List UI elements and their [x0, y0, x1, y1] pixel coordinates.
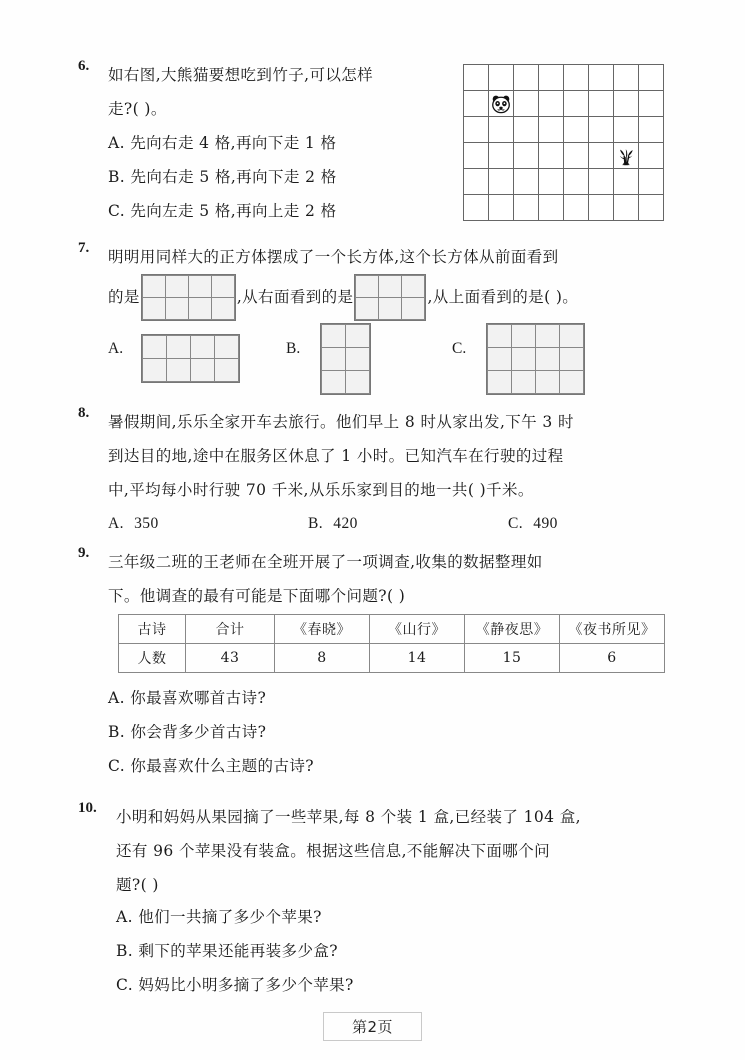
grid-cell [539, 143, 564, 169]
question-9-option-c[interactable]: C. 你最喜欢什么主题的古诗? [108, 757, 314, 775]
question-7-choice-c-label: C. [452, 340, 467, 357]
question-9-line-2: 下。他调查的最有可能是下面哪个问题?( ) [108, 587, 406, 605]
cube-cell [512, 371, 536, 394]
grid-cell [564, 117, 589, 143]
grid-cell [589, 91, 614, 117]
cube-cell [512, 348, 536, 371]
table-row-counts [119, 644, 665, 673]
cube-cell [165, 297, 188, 319]
grid-cell [639, 169, 664, 195]
question-7-line-2 [108, 274, 678, 322]
question-8-option-b-value: 420 [333, 515, 358, 532]
question-6-line-2: 走?( )。 [108, 100, 167, 118]
cube-cell [191, 359, 215, 382]
table-row-label-count: 人数 [119, 644, 186, 673]
cube-cell [560, 371, 584, 394]
grid-cell-panda [489, 91, 514, 117]
grid-cell [589, 143, 614, 169]
question-7-choice-a-grid[interactable] [141, 334, 240, 383]
page-footer [0, 1012, 745, 1041]
grid-cell [614, 91, 639, 117]
question-7-choice-b-label: B. [286, 340, 301, 357]
front-view-label: 的是 [108, 288, 140, 306]
grid-cell [489, 169, 514, 195]
cube-cell [512, 325, 536, 348]
grid-cell [514, 117, 539, 143]
grid-cell [514, 91, 539, 117]
question-6-option-a[interactable]: A. 先向右走 4 格,再向下走 1 格 [108, 134, 337, 152]
question-8-option-c-value: 490 [533, 515, 558, 532]
question-10-line-2: 还有 96 个苹果没有装盒。根据这些信息,不能解决下面哪个问 [116, 842, 551, 860]
cube-cell [215, 359, 239, 382]
cube-cell [346, 348, 370, 371]
cube-cell [215, 336, 239, 359]
question-10-option-c[interactable]: C. 妈妈比小明多摘了多少个苹果? [116, 976, 354, 994]
cube-cell [536, 371, 560, 394]
grid-cell [589, 169, 614, 195]
question-10 [78, 800, 678, 902]
question-8-line-1: 暑假期间,乐乐全家开车去旅行。他们早上 8 时从家出发,下午 3 时 [108, 413, 574, 431]
cube-cell [536, 348, 560, 371]
cube-cell [322, 371, 346, 394]
question-8-number: 8. [78, 405, 90, 421]
grid-cell [564, 169, 589, 195]
grid-cell [639, 91, 664, 117]
table-header-category: 古诗 [119, 615, 186, 644]
question-10-options [116, 900, 676, 1002]
table-cell-poem-2: 14 [370, 644, 465, 673]
grid-cell [514, 143, 539, 169]
cube-cell [143, 336, 167, 359]
question-9-line-1: 三年级二班的王老师在全班开展了一项调查,收集的数据整理如 [108, 553, 543, 571]
grid-cell [464, 65, 489, 91]
table-header-poem-4: 《夜书所见》 [560, 615, 665, 644]
grid-cell [564, 195, 589, 221]
cube-cell [346, 371, 370, 394]
question-10-line-1: 小明和妈妈从果园摘了一些苹果,每 8 个装 1 盒,已经装了 104 盒, [116, 808, 581, 826]
question-6-option-b[interactable]: B. 先向右走 5 格,再向下走 2 格 [108, 168, 337, 186]
panda-icon [490, 93, 512, 115]
table-header-poem-3: 《静夜思》 [465, 615, 560, 644]
question-7-number: 7. [78, 240, 90, 256]
question-10-option-b[interactable]: B. 剩下的苹果还能再装多少盒? [116, 942, 338, 960]
grid-cell [539, 195, 564, 221]
table-cell-poem-3: 15 [465, 644, 560, 673]
cube-cell [191, 336, 215, 359]
question-8-option-c[interactable] [508, 507, 558, 541]
cube-cell [167, 336, 191, 359]
question-10-number: 10. [78, 800, 97, 816]
grid-cell [539, 117, 564, 143]
question-10-line-3: 题?( ) [116, 876, 159, 894]
grid-cell [639, 143, 664, 169]
table-header-poem-1: 《春晓》 [275, 615, 370, 644]
cube-cell [560, 325, 584, 348]
grid-cell [489, 65, 514, 91]
table-cell-poem-1: 8 [275, 644, 370, 673]
cube-cell [488, 371, 512, 394]
grid-cell [539, 169, 564, 195]
question-8-line-3: 中,平均每小时行驶 70 千米,从乐乐家到目的地一共( )千米。 [108, 481, 534, 499]
cube-cell [211, 275, 234, 297]
table-cell-poem-4: 6 [560, 644, 665, 673]
question-7-choice-a-label: A. [108, 340, 124, 357]
cube-cell [211, 297, 234, 319]
grid-cell [564, 65, 589, 91]
cube-cell [188, 297, 211, 319]
table-cell-total: 43 [186, 644, 275, 673]
table-header-poem-2: 《山行》 [370, 615, 465, 644]
question-7-line-1: 明明用同样大的正方体摆成了一个长方体,这个长方体从前面看到 [108, 248, 559, 266]
cube-cell [142, 275, 165, 297]
table-header-total: 合计 [186, 615, 275, 644]
question-9-options [108, 681, 668, 783]
question-7-choices [108, 326, 668, 390]
question-7-choice-c-grid[interactable] [486, 323, 585, 395]
grid-cell [539, 65, 564, 91]
grid-cell [464, 195, 489, 221]
grid-cell [589, 195, 614, 221]
panda-bamboo-grid [463, 64, 664, 221]
grid-cell [614, 169, 639, 195]
question-7-choice-b-grid[interactable] [320, 323, 371, 395]
grid-cell [589, 117, 614, 143]
question-8-option-b-label: B. [308, 515, 324, 532]
grid-cell [564, 143, 589, 169]
cube-cell [379, 297, 402, 319]
question-6-number: 6. [78, 58, 90, 74]
cube-cell [346, 325, 370, 348]
top-view-prompt: ,从上面看到的是( )。 [427, 288, 579, 306]
cube-cell [402, 297, 425, 319]
cube-cell [488, 325, 512, 348]
grid-cell [464, 117, 489, 143]
question-7 [78, 240, 678, 322]
grid-cell [539, 91, 564, 117]
question-8-option-b[interactable] [308, 507, 508, 541]
cube-cell [188, 275, 211, 297]
right-view-grid [354, 274, 426, 321]
question-6-option-c[interactable]: C. 先向左走 5 格,再向上走 2 格 [108, 202, 337, 220]
grid-cell [514, 195, 539, 221]
cube-cell [167, 359, 191, 382]
grid-cell [489, 117, 514, 143]
question-8-option-a[interactable] [108, 507, 308, 541]
grid-cell [489, 143, 514, 169]
grid-cell [614, 117, 639, 143]
cube-cell [488, 348, 512, 371]
grid-cell [514, 65, 539, 91]
grid-cell [464, 91, 489, 117]
question-8-line-2: 到达目的地,途中在服务区休息了 1 小时。已知汽车在行驶的过程 [108, 447, 564, 465]
question-8 [78, 405, 678, 541]
cube-cell [165, 275, 188, 297]
cube-cell [402, 275, 425, 297]
cube-cell [356, 275, 379, 297]
grid-cell [639, 117, 664, 143]
question-8-option-a-value: 350 [134, 515, 159, 532]
question-9-option-a[interactable]: A. 你最喜欢哪首古诗? [108, 689, 267, 707]
grid-cell [589, 65, 614, 91]
question-8-option-a-label: A. [108, 515, 124, 532]
grid-cell [614, 65, 639, 91]
right-view-label: ,从右面看到的是 [236, 288, 354, 306]
question-6-line-1: 如右图,大熊猫要想吃到竹子,可以怎样 [108, 66, 374, 84]
grid-cell [489, 195, 514, 221]
cube-cell [142, 297, 165, 319]
front-view-grid [141, 274, 236, 321]
question-9-number: 9. [78, 545, 90, 561]
question-8-option-c-label: C. [508, 515, 524, 532]
cube-cell [379, 275, 402, 297]
poem-survey-table [118, 614, 665, 673]
grid-cell [464, 169, 489, 195]
grid-cell [564, 91, 589, 117]
cube-cell [322, 325, 346, 348]
question-9 [78, 545, 678, 613]
grid-cell [639, 195, 664, 221]
question-9-option-b[interactable]: B. 你会背多少首古诗? [108, 723, 267, 741]
grid-cell [464, 143, 489, 169]
grid-cell [639, 65, 664, 91]
question-10-option-a[interactable]: A. 他们一共摘了多少个苹果? [116, 908, 322, 926]
grid-cell-bamboo [614, 143, 639, 169]
question-8-options [108, 507, 678, 541]
cube-cell [143, 359, 167, 382]
page-number: 第2页 [323, 1012, 422, 1041]
grid-cell [514, 169, 539, 195]
table-row-header [119, 615, 665, 644]
grid-cell [614, 195, 639, 221]
bamboo-icon [615, 145, 637, 167]
cube-cell [322, 348, 346, 371]
cube-cell [356, 297, 379, 319]
cube-cell [560, 348, 584, 371]
cube-cell [536, 325, 560, 348]
